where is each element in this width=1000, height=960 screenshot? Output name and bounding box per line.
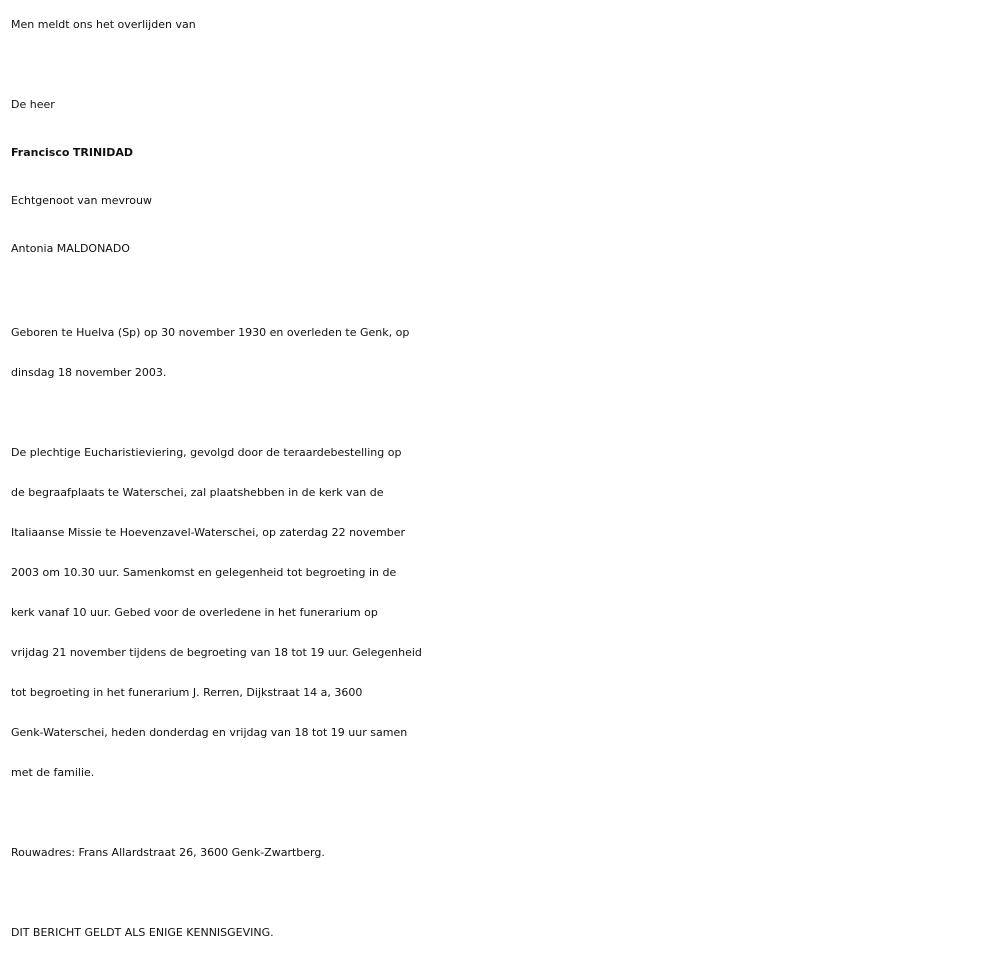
deceased-name: [11, 129, 993, 177]
ceremony-line: Italiaanse Missie te Hoevenzavel-Waterschei, op zaterdag 22 november: [11, 526, 406, 539]
birth-death-line-1: Geboren te Huelva (Sp) op 30 november 1930 en overleden te Genk, op: [11, 326, 410, 339]
birth-death-line-2: dinsdag 18 november 2003.: [11, 366, 167, 379]
ceremony-line: tot begroeting in het funerarium J. Rerren, Dijkstraat 14 a, 3600: [11, 686, 363, 699]
death-notice: [11, 5, 993, 953]
ceremony-line: de begraafplaats te Waterschei, zal plaatshebben in de kerk van de: [11, 486, 384, 499]
ceremony-paragraph: [11, 433, 993, 793]
spacer: [11, 45, 993, 85]
spacer: [11, 793, 993, 833]
ceremony-line: vrijdag 21 november tijdens de begroeting van 18 tot 19 uur. Gelegenheid: [11, 646, 422, 659]
spacer: [11, 873, 993, 913]
ceremony-line: 2003 om 10.30 uur. Samenkomst en gelegenheid tot begroeting in de: [11, 566, 397, 579]
deceased-last-name: TRINIDAD: [72, 146, 134, 159]
spouse-name: Antonia MALDONADO: [11, 242, 130, 255]
mourning-address: Rouwadres: Frans Allardstraat 26, 3600 Genk-Zwartberg.: [11, 846, 325, 859]
salutation-text: De heer: [11, 98, 55, 111]
ceremony-line: met de familie.: [11, 766, 95, 779]
ceremony-line: Genk-Waterschei, heden donderdag en vrijdag van 18 tot 19 uur samen: [11, 726, 408, 739]
spacer: [11, 393, 993, 433]
intro-text: Men meldt ons het overlijden van: [11, 18, 196, 31]
deceased-first-name: Francisco: [11, 146, 70, 159]
closing-statement: DIT BERICHT GELDT ALS ENIGE KENNISGEVING.: [11, 926, 274, 939]
spouse-label: Echtgenoot van mevrouw: [11, 194, 152, 207]
ceremony-line: De plechtige Eucharistieviering, gevolgd door de teraardebestelling op: [11, 446, 402, 459]
spacer: [11, 273, 993, 313]
ceremony-line: kerk vanaf 10 uur. Gebed voor de overledene in het funerarium op: [11, 606, 378, 619]
